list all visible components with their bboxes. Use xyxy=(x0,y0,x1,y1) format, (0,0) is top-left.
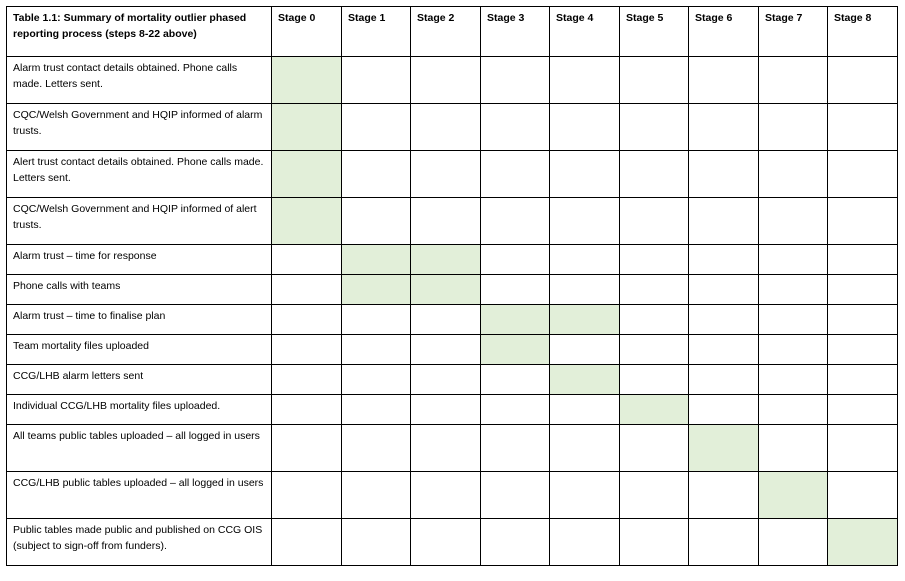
stage-cell xyxy=(411,365,481,395)
stage-cell xyxy=(759,245,828,275)
stage-cell xyxy=(342,519,411,566)
stage-cell xyxy=(342,335,411,365)
table-row xyxy=(7,151,898,198)
table-row xyxy=(7,305,898,335)
table-body xyxy=(7,57,898,566)
stage-cell xyxy=(481,519,550,566)
stage-cell xyxy=(689,519,759,566)
row-label: Phone calls with teams xyxy=(7,275,272,305)
stage-cell xyxy=(759,365,828,395)
stage-cell-active xyxy=(689,425,759,472)
stage-cell xyxy=(411,472,481,519)
stage-cell xyxy=(620,245,689,275)
stage-header-4: Stage 4 xyxy=(550,7,620,57)
mortality-outlier-table xyxy=(6,6,898,566)
stage-cell xyxy=(759,57,828,104)
stage-cell xyxy=(550,395,620,425)
stage-cell xyxy=(481,151,550,198)
stage-cell xyxy=(828,151,898,198)
stage-cell xyxy=(550,104,620,151)
table-row xyxy=(7,57,898,104)
stage-cell xyxy=(620,305,689,335)
stage-cell xyxy=(689,395,759,425)
stage-cell xyxy=(342,365,411,395)
stage-cell xyxy=(550,335,620,365)
stage-cell xyxy=(411,395,481,425)
row-label: Alert trust contact details obtained. Phone calls made. Letters sent. xyxy=(7,151,272,198)
stage-cell xyxy=(550,425,620,472)
stage-header-0: Stage 0 xyxy=(272,7,342,57)
stage-cell xyxy=(272,519,342,566)
table-row xyxy=(7,275,898,305)
stage-header-8: Stage 8 xyxy=(828,7,898,57)
stage-header-6: Stage 6 xyxy=(689,7,759,57)
stage-cell xyxy=(550,151,620,198)
stage-cell xyxy=(620,151,689,198)
stage-cell xyxy=(689,104,759,151)
stage-cell xyxy=(620,198,689,245)
stage-cell-active xyxy=(272,104,342,151)
stage-cell xyxy=(828,104,898,151)
stage-cell xyxy=(481,245,550,275)
stage-cell xyxy=(481,104,550,151)
stage-cell xyxy=(342,104,411,151)
stage-cell xyxy=(689,151,759,198)
stage-cell-active xyxy=(272,198,342,245)
table-row xyxy=(7,365,898,395)
stage-cell xyxy=(689,335,759,365)
stage-cell xyxy=(342,395,411,425)
stage-cell xyxy=(411,305,481,335)
stage-cell xyxy=(272,395,342,425)
stage-cell xyxy=(481,57,550,104)
stage-cell-active xyxy=(272,151,342,198)
stage-cell-active xyxy=(411,275,481,305)
stage-cell xyxy=(411,335,481,365)
row-label: All teams public tables uploaded – all logged in users xyxy=(7,425,272,472)
stage-cell-active xyxy=(620,395,689,425)
stage-cell xyxy=(272,335,342,365)
stage-cell xyxy=(620,472,689,519)
table-row xyxy=(7,198,898,245)
stage-cell xyxy=(620,275,689,305)
table-row xyxy=(7,425,898,472)
stage-cell-active xyxy=(342,245,411,275)
stage-cell xyxy=(411,519,481,566)
stage-cell xyxy=(759,335,828,365)
row-label: Team mortality files uploaded xyxy=(7,335,272,365)
stage-cell xyxy=(481,365,550,395)
stage-cell xyxy=(481,395,550,425)
row-label: Alarm trust – time for response xyxy=(7,245,272,275)
stage-header-2: Stage 2 xyxy=(411,7,481,57)
row-label: Individual CCG/LHB mortality files uploaded. xyxy=(7,395,272,425)
stage-cell xyxy=(481,472,550,519)
stage-cell xyxy=(620,104,689,151)
stage-cell xyxy=(828,395,898,425)
stage-cell xyxy=(411,425,481,472)
table-row xyxy=(7,519,898,566)
stage-cell xyxy=(342,305,411,335)
stage-cell xyxy=(550,57,620,104)
stage-cell xyxy=(828,365,898,395)
stage-cell-active xyxy=(411,245,481,275)
stage-cell xyxy=(759,395,828,425)
stage-cell xyxy=(620,335,689,365)
stage-cell xyxy=(828,57,898,104)
stage-cell xyxy=(620,425,689,472)
stage-cell xyxy=(411,57,481,104)
stage-cell xyxy=(481,275,550,305)
stage-cell-active xyxy=(759,472,828,519)
row-label: CCG/LHB alarm letters sent xyxy=(7,365,272,395)
stage-cell-active xyxy=(828,519,898,566)
stage-cell xyxy=(759,151,828,198)
stage-cell xyxy=(828,305,898,335)
stage-cell-active xyxy=(342,275,411,305)
stage-cell xyxy=(759,519,828,566)
row-label: CCG/LHB public tables uploaded – all logged in users xyxy=(7,472,272,519)
row-label: Public tables made public and published on CCG OIS (subject to sign-off from funders). xyxy=(7,519,272,566)
stage-cell xyxy=(272,305,342,335)
stage-cell-active xyxy=(481,335,550,365)
stage-cell xyxy=(620,365,689,395)
stage-cell xyxy=(550,275,620,305)
stage-cell xyxy=(272,275,342,305)
stage-cell xyxy=(411,198,481,245)
table-row xyxy=(7,395,898,425)
stage-cell xyxy=(550,245,620,275)
stage-cell xyxy=(689,305,759,335)
stage-cell xyxy=(689,198,759,245)
stage-cell xyxy=(272,245,342,275)
table-caption: Table 1.1: Summary of mortality outlier phased reporting process (steps 8-22 above) xyxy=(7,7,272,57)
row-label: Alarm trust contact details obtained. Phone calls made. Letters sent. xyxy=(7,57,272,104)
stage-cell xyxy=(689,275,759,305)
stage-cell xyxy=(272,425,342,472)
table-row xyxy=(7,472,898,519)
stage-cell xyxy=(689,245,759,275)
stage-cell-active xyxy=(550,305,620,335)
stage-cell xyxy=(342,151,411,198)
table-row xyxy=(7,104,898,151)
stage-cell-active xyxy=(481,305,550,335)
row-label: CQC/Welsh Government and HQIP informed of alert trusts. xyxy=(7,198,272,245)
stage-cell xyxy=(272,472,342,519)
stage-cell xyxy=(550,198,620,245)
stage-cell xyxy=(411,151,481,198)
stage-header-1: Stage 1 xyxy=(342,7,411,57)
table-row xyxy=(7,335,898,365)
table-row xyxy=(7,245,898,275)
stage-header-7: Stage 7 xyxy=(759,7,828,57)
stage-cell xyxy=(481,425,550,472)
row-label: Alarm trust – time to finalise plan xyxy=(7,305,272,335)
stage-cell xyxy=(342,472,411,519)
stage-cell xyxy=(550,519,620,566)
stage-cell xyxy=(620,519,689,566)
stage-header-3: Stage 3 xyxy=(481,7,550,57)
stage-cell xyxy=(759,305,828,335)
table-header-row xyxy=(7,7,898,57)
stage-cell xyxy=(828,472,898,519)
stage-cell xyxy=(342,425,411,472)
stage-cell xyxy=(272,365,342,395)
stage-cell xyxy=(620,57,689,104)
stage-cell-active xyxy=(550,365,620,395)
stage-cell xyxy=(689,472,759,519)
stage-cell xyxy=(689,365,759,395)
stage-cell xyxy=(689,57,759,104)
stage-cell xyxy=(828,245,898,275)
stage-cell xyxy=(759,425,828,472)
stage-cell xyxy=(759,275,828,305)
stage-cell xyxy=(342,57,411,104)
stage-cell xyxy=(828,425,898,472)
stage-cell xyxy=(342,198,411,245)
row-label: CQC/Welsh Government and HQIP informed of alarm trusts. xyxy=(7,104,272,151)
stage-cell xyxy=(481,198,550,245)
stage-cell xyxy=(411,104,481,151)
stage-cell xyxy=(828,275,898,305)
stage-cell xyxy=(828,335,898,365)
stage-header-5: Stage 5 xyxy=(620,7,689,57)
stage-cell xyxy=(759,198,828,245)
stage-cell-active xyxy=(272,57,342,104)
stage-cell xyxy=(550,472,620,519)
stage-cell xyxy=(828,198,898,245)
stage-cell xyxy=(759,104,828,151)
